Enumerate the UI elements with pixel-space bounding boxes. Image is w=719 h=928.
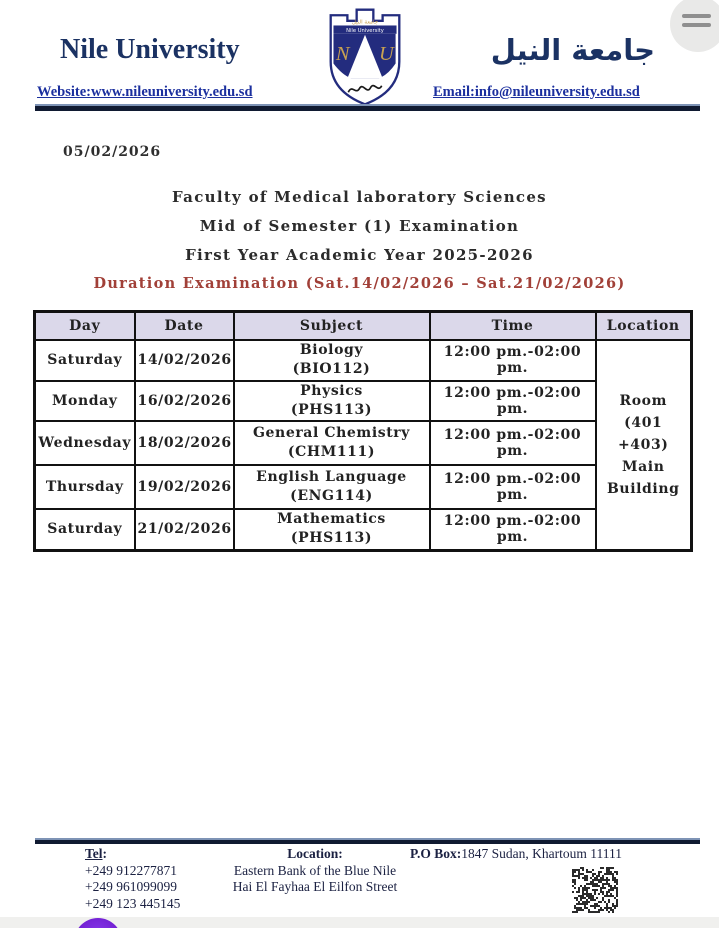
- subject-code: (PHS113): [290, 401, 373, 418]
- pobox-label: P.O Box:: [410, 846, 462, 861]
- col-header-subject: Subject: [234, 312, 430, 340]
- subject-name: Physics: [300, 382, 363, 399]
- university-name-en: Nile University: [60, 34, 240, 65]
- academic-year-title: First Year Academic Year 2025-2026: [185, 246, 534, 264]
- address-line: Hai El Fayhaa El Eilfon Street: [232, 879, 398, 894]
- email-address[interactable]: info@nileuniversity.edu.sd: [474, 84, 640, 100]
- table-row: [35, 421, 692, 465]
- subject-code: (ENG114): [290, 487, 373, 504]
- table-row: [35, 340, 692, 381]
- subject-name: Biology: [299, 342, 364, 358]
- contact-links-row: [0, 84, 719, 104]
- logo-initial-n: N: [336, 42, 350, 65]
- exam-schedule-table: [33, 310, 693, 552]
- website-link[interactable]: [37, 84, 253, 101]
- subject-code: (CHM111): [287, 443, 376, 460]
- cell-date: 16/02/2026: [135, 381, 234, 421]
- table-header-row: [35, 312, 692, 340]
- cell-subject: [234, 509, 430, 551]
- cell-date: 21/02/2026: [135, 509, 234, 551]
- table-row: [35, 381, 692, 421]
- location-line: Room: [619, 392, 668, 409]
- faculty-title: Faculty of Medical laboratory Sciences: [172, 188, 547, 206]
- subject-code: (BIO112): [292, 361, 371, 377]
- university-name-ar: جامعة النيل: [490, 33, 655, 67]
- logo-name-text: Nile University: [346, 27, 385, 34]
- location-label: Location:: [287, 846, 343, 861]
- tel-block: [85, 846, 180, 912]
- exam-title: Mid of Semester (1) Examination: [199, 217, 520, 235]
- location-line: (401 +403): [617, 414, 669, 453]
- tel-colon: :: [102, 846, 108, 861]
- subject-code: (PHS113): [290, 530, 373, 547]
- location-cell: [596, 340, 692, 551]
- col-header-day: Day: [35, 312, 135, 340]
- location-line: Building: [606, 480, 680, 497]
- table-row: [35, 465, 692, 509]
- logo-arabic-text: جامعة النيل: [352, 19, 379, 26]
- cell-subject: [234, 421, 430, 465]
- subject-name: Mathematics: [277, 511, 386, 528]
- qr-code: [572, 867, 618, 913]
- cell-day: Saturday: [35, 340, 135, 381]
- address-block: [215, 846, 415, 896]
- cell-time: 12:00 pm.-02:00 pm.: [430, 465, 596, 509]
- phone-number: +249 123 445145: [85, 895, 181, 911]
- phone-number: +249 912277871: [85, 862, 177, 878]
- subject-name: English Language: [256, 468, 407, 485]
- cell-time: 12:00 pm.-02:00 pm.: [430, 381, 596, 421]
- phone-number: +249 961099099: [85, 879, 177, 894]
- location-line: Main: [622, 458, 665, 475]
- website-label: Website:: [37, 84, 91, 100]
- subject-name: General Chemistry: [252, 424, 410, 441]
- col-header-time: Time: [430, 312, 596, 340]
- table-row: [35, 509, 692, 551]
- website-url[interactable]: www.nileuniversity.edu.sd: [90, 84, 253, 100]
- col-header-location: Location: [596, 312, 692, 340]
- cell-time: 12:00 pm.-02:00 pm.: [430, 340, 596, 381]
- cell-date: 18/02/2026: [135, 421, 234, 465]
- cell-day: Monday: [35, 381, 135, 421]
- cell-subject: [234, 381, 430, 421]
- cell-day: Wednesday: [35, 421, 135, 465]
- email-label: Email:: [433, 84, 475, 100]
- cell-date: 19/02/2026: [135, 465, 234, 509]
- col-header-date: Date: [135, 312, 234, 340]
- cell-subject: [234, 465, 430, 509]
- document-date: 05/02/2026: [63, 144, 162, 160]
- header-divider: [35, 104, 700, 111]
- cell-date: 14/02/2026: [135, 340, 234, 381]
- menu-icon: [682, 14, 711, 18]
- email-link[interactable]: [433, 84, 640, 101]
- cell-time: 12:00 pm.-02:00 pm.: [430, 509, 596, 551]
- pobox-value: 1847 Sudan, Khartoum 11111: [461, 846, 622, 861]
- cell-day: Saturday: [35, 509, 135, 551]
- cell-subject: [234, 340, 430, 381]
- cell-day: Thursday: [35, 465, 135, 509]
- pobox-line: [410, 846, 622, 862]
- logo-initial-u: U: [379, 42, 394, 65]
- duration-line: Duration Examination (Sat.14/02/2026 – Sat.21/02/2026): [93, 275, 626, 292]
- cell-time: 12:00 pm.-02:00 pm.: [430, 421, 596, 465]
- tel-label: Tel: [85, 846, 103, 861]
- menu-icon: [682, 23, 711, 27]
- footer-divider: [35, 838, 700, 844]
- address-line: Eastern Bank of the Blue Nile: [233, 862, 397, 878]
